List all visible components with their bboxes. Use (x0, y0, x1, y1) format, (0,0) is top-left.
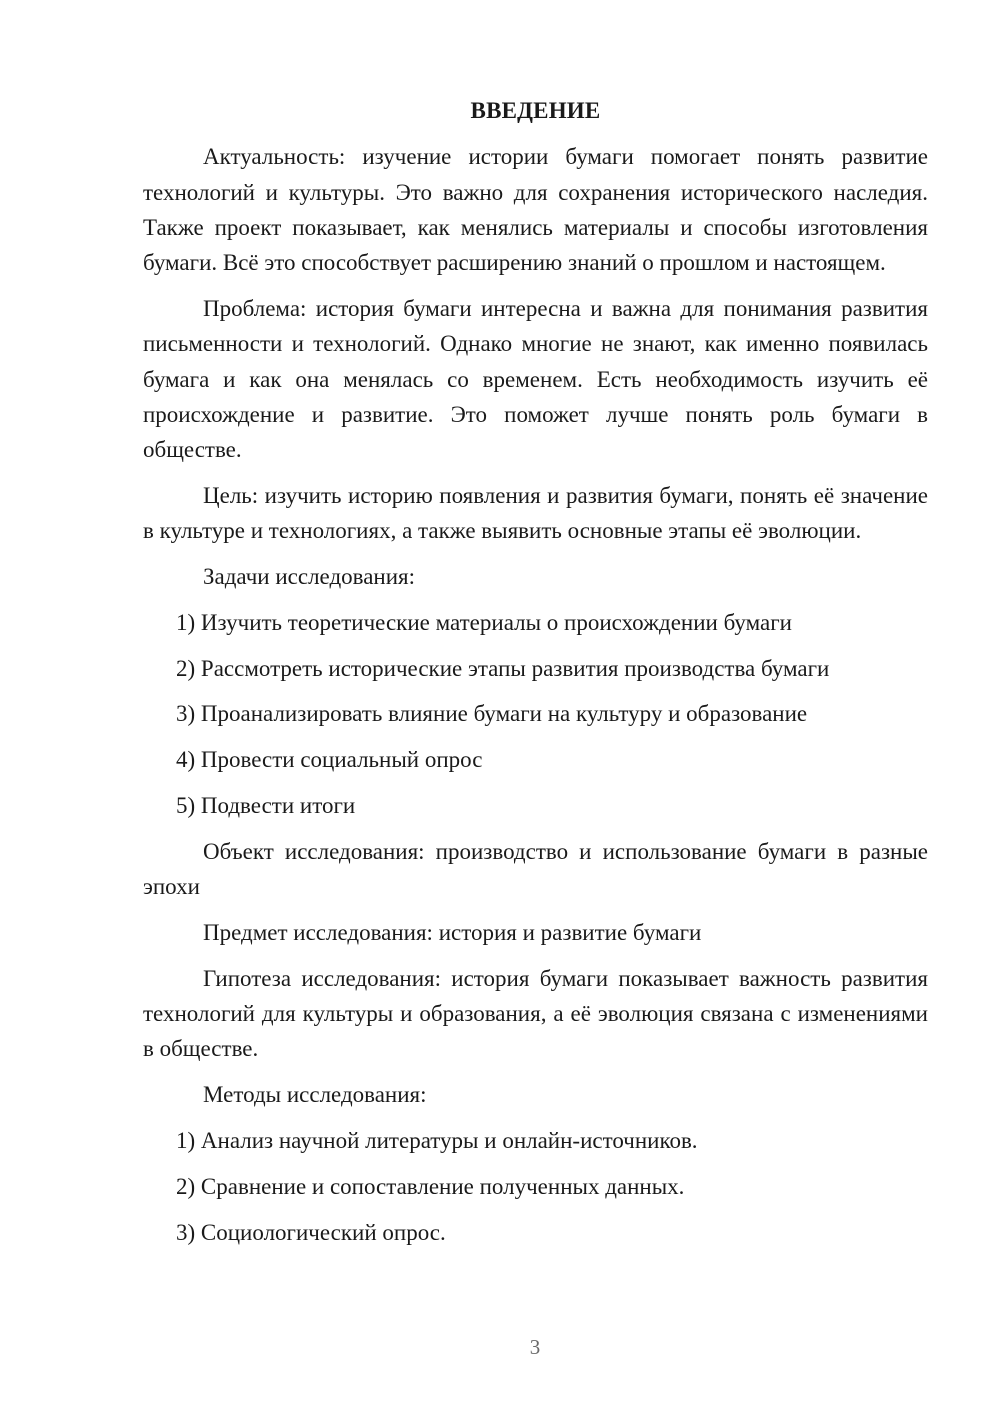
task-item: 1) Изучить теоретические материалы о происхождении бумаги (176, 609, 792, 635)
method-item: 3) Социологический опрос. (176, 1219, 446, 1245)
problem-paragraph: Проблема: история бумаги интересна и важна для понимания развития письменности и технологий. Однако многие не знают, как именно появилась бумага и как она менялась со временем. Есть необходимость изучить её происхождение и развитие. Это поможет лучше понять роль бумаги в обществе. (143, 295, 928, 463)
subject-paragraph: Предмет исследования: история и развитие бумаги (203, 919, 702, 945)
task-item: 4) Провести социальный опрос (176, 747, 483, 773)
task-item: 2) Рассмотреть исторические этапы развития производства бумаги (176, 655, 830, 681)
method-item: 2) Сравнение и сопоставление полученных данных. (176, 1173, 685, 1199)
methods-heading: Методы исследования: (203, 1082, 427, 1108)
object-paragraph: Объект исследования: производство и использование бумаги в разные эпохи (143, 838, 928, 900)
section-title: ВВЕДЕНИЕ (470, 98, 601, 123)
tasks-heading: Задачи исследования: (203, 564, 416, 590)
hypothesis-paragraph: Гипотеза исследования: история бумаги показывает важность развития технологий для культуры и образования, а её эволюция связана с изменениями в обществе. (143, 965, 928, 1062)
task-item: 3) Проанализировать влияние бумаги на культуру и образование (176, 701, 808, 727)
relevance-paragraph: Актуальность: изучение истории бумаги помогает понять развитие технологий и культуры. Это важно для сохранения исторического наследия. Также проект показывает, как менялись материалы и способы изготовления бумаги. Всё это способствует расширению знаний о прошлом и настоящем. (143, 144, 928, 276)
page-number: 3 (529, 1335, 541, 1359)
task-item: 5) Подвести итоги (176, 793, 356, 819)
goal-paragraph: Цель: изучить историю появления и развития бумаги, понять её значение в культуре и технологиях, а также выявить основные этапы её эволюции. (143, 482, 928, 544)
method-item: 1) Анализ научной литературы и онлайн-источников. (176, 1127, 698, 1153)
document-body (143, 93, 928, 1260)
